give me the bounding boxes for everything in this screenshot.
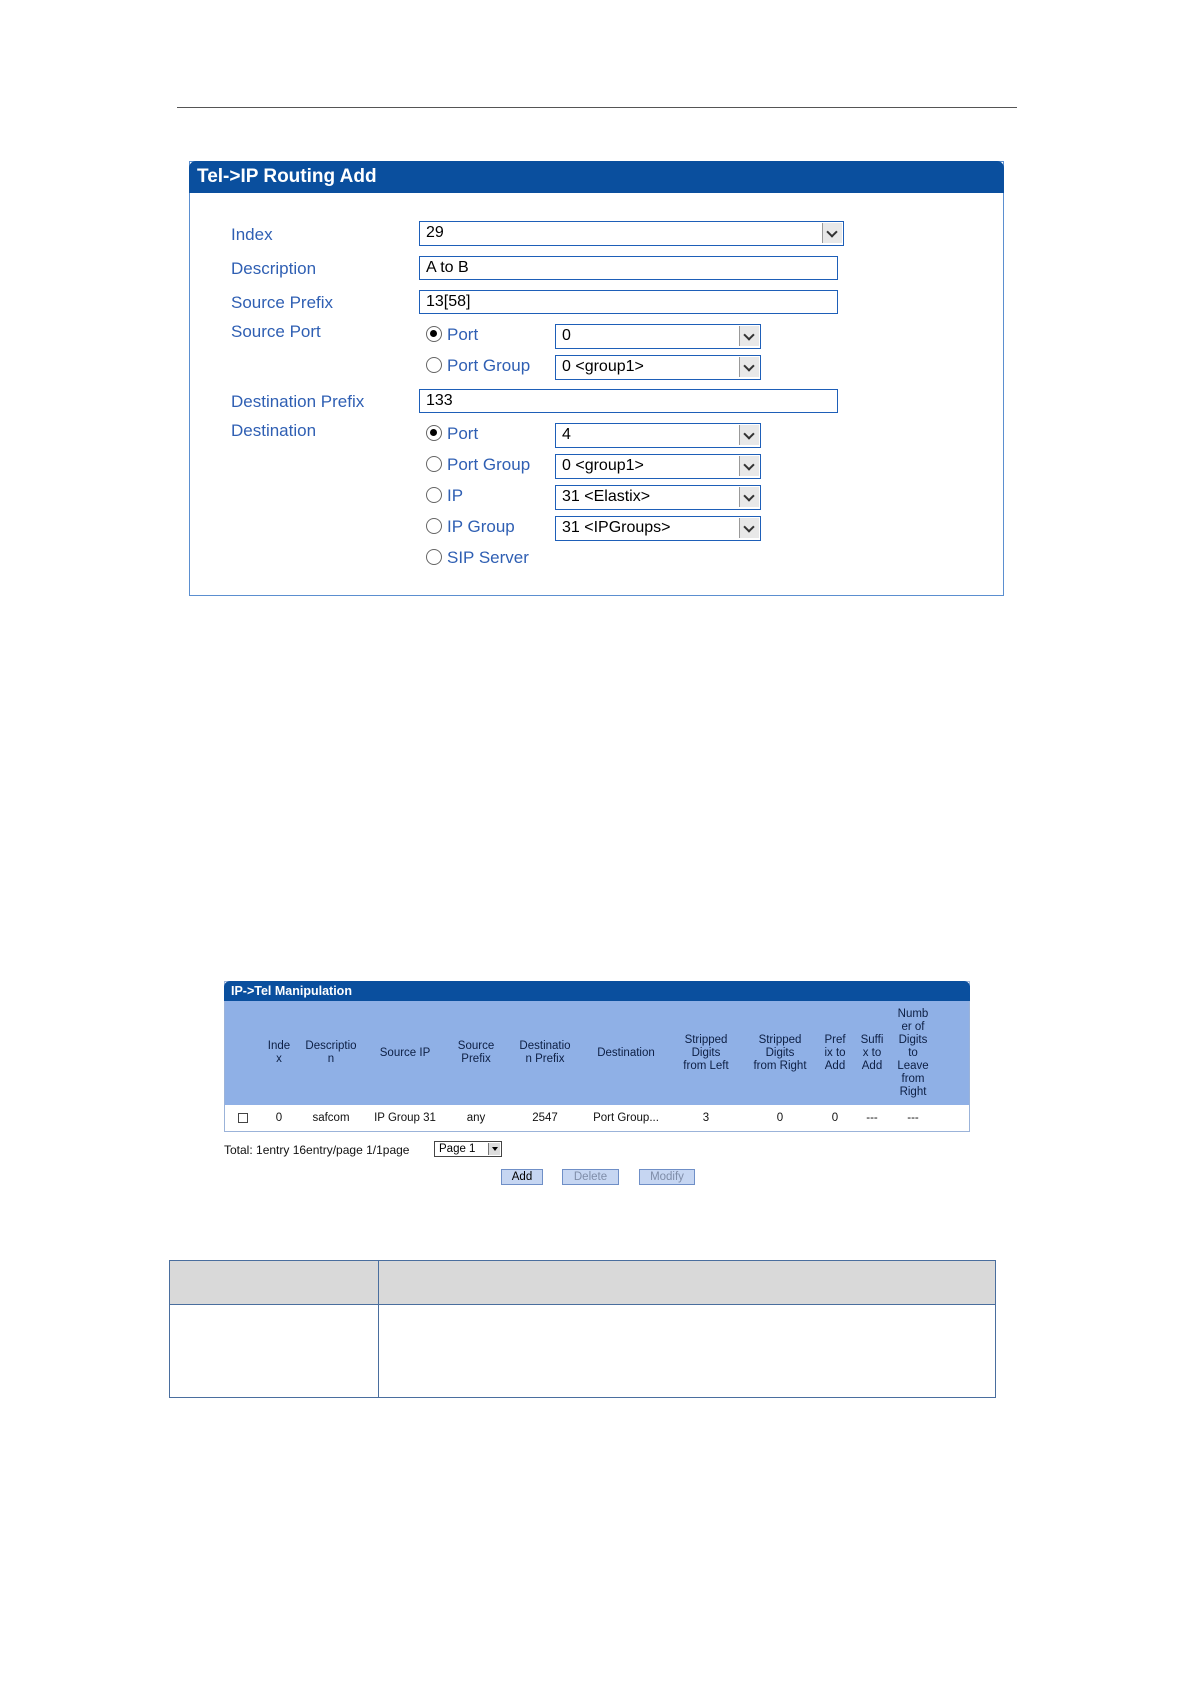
source-port-group-value: 0 <group1> [562,358,644,375]
table-cell: 3 [702,1112,710,1124]
destination-ip-value: 31 <Elastix> [562,488,651,505]
destination-label: Destination [231,421,317,440]
table-cell: Port Group... [593,1112,659,1124]
panel-title: Tel->IP Routing Add [189,161,1004,193]
source-port-radio-label: Port [447,325,479,344]
column-header: Destinatio n Prefix [519,1040,571,1065]
column-header: Stripped Digits from Right [753,1033,807,1072]
destination-port-select[interactable] [555,423,761,448]
index-label: Index [231,225,273,244]
column-header: Numb er of Digits to Leave from Right [897,1007,929,1098]
destination-ip-group-radio-label: IP Group [447,517,515,536]
tel-ip-routing-add-panel [189,161,1004,596]
add-button[interactable]: Add [501,1169,543,1185]
index-value: 29 [426,224,444,241]
chevron-down-icon[interactable] [739,357,759,377]
chevron-down-icon[interactable] [739,518,759,538]
page-select[interactable] [434,1141,502,1157]
destination-prefix-input[interactable]: 133 [419,389,838,413]
destination-port-value: 4 [562,426,571,443]
source-port-group-select[interactable] [555,355,761,380]
source-port-radio[interactable] [426,326,442,342]
column-header: Destination [597,1046,655,1059]
column-header: Inde x [267,1040,291,1065]
table-cell: 2547 [532,1112,558,1124]
table-header [170,1261,995,1305]
column-header: Stripped Digits from Left [683,1033,729,1072]
modify-button[interactable]: Modify [639,1169,695,1185]
destination-ip-group-select[interactable] [555,516,761,541]
source-port-group-radio-label: Port Group [447,356,531,375]
column-divider [378,1261,379,1397]
destination-sip-server-radio-label: SIP Server [447,548,529,567]
table-cell: 0 [275,1112,283,1124]
source-prefix-label: Source Prefix [231,293,334,312]
table-cell: --- [907,1112,919,1124]
column-header: Suffi x to Add [860,1033,884,1072]
pagination-summary: Total: 1entry 16entry/page 1/1page [224,1143,410,1157]
destination-port-radio-label: Port [447,424,479,443]
column-header: Descriptio n [305,1040,357,1065]
destination-ip-group-radio[interactable] [426,518,442,534]
destination-port-group-radio-label: Port Group [447,455,531,474]
table-cell: any [466,1112,486,1124]
table-cell: 0 [831,1112,839,1124]
destination-sip-server-radio[interactable] [426,549,442,565]
row-checkbox[interactable] [238,1113,248,1123]
column-header: Source IP [379,1046,431,1059]
chevron-down-icon[interactable] [739,487,759,507]
description-input[interactable]: A to B [419,256,838,280]
source-port-value: 0 [562,327,571,344]
table-cell: 0 [776,1112,784,1124]
table-cell: safcom [312,1112,350,1124]
destination-ip-radio-label: IP [447,486,464,505]
chevron-down-icon[interactable] [822,223,842,243]
chevron-down-icon[interactable] [739,456,759,476]
table-cell: --- [866,1112,878,1124]
destination-ip-radio[interactable] [426,487,442,503]
table-header [225,1001,969,1105]
chevron-down-icon[interactable] [488,1143,500,1155]
destination-port-radio[interactable] [426,425,442,441]
table-row[interactable] [225,1105,969,1131]
page-top-rule [177,107,1017,108]
ip-tel-manipulation-panel [224,981,970,1132]
destination-port-group-radio[interactable] [426,456,442,472]
panel-title: IP->Tel Manipulation [224,981,970,1001]
empty-parameter-table [169,1260,996,1398]
destination-port-group-select[interactable] [555,454,761,479]
column-header: Pref ix to Add [824,1033,846,1072]
destination-ip-group-value: 31 <IPGroups> [562,519,671,536]
table-cell: IP Group 31 [374,1112,436,1124]
index-select[interactable] [419,221,844,246]
chevron-down-icon[interactable] [739,425,759,445]
source-port-select[interactable] [555,324,761,349]
source-port-label: Source Port [231,322,321,341]
source-prefix-input[interactable]: 13[58] [419,290,838,314]
destination-port-group-value: 0 <group1> [562,457,644,474]
chevron-down-icon[interactable] [739,326,759,346]
column-header: Source Prefix [457,1040,495,1065]
description-label: Description [231,259,317,278]
page-select-value: Page 1 [439,1143,476,1155]
delete-button[interactable]: Delete [562,1169,619,1185]
destination-ip-select[interactable] [555,485,761,510]
destination-prefix-label: Destination Prefix [231,392,365,411]
source-port-group-radio[interactable] [426,357,442,373]
